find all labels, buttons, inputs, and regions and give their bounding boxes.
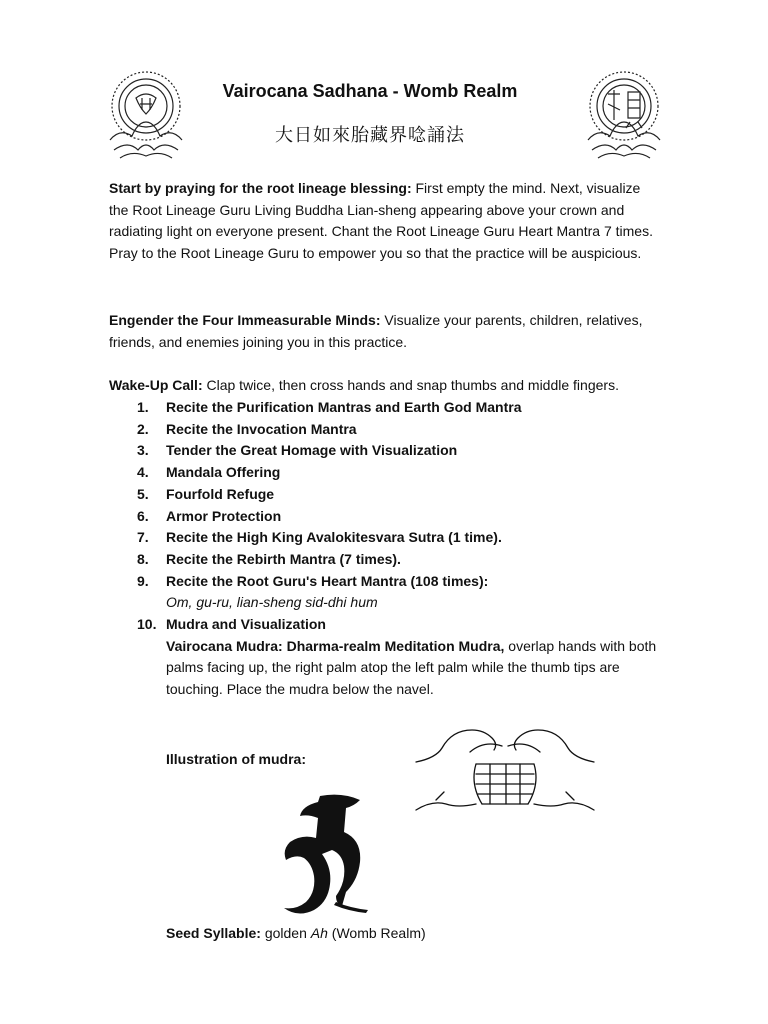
lotus-seal-emblem-icon: [584, 68, 664, 168]
list-item: [0, 549, 661, 571]
practice-steps-list: [0, 397, 768, 701]
intro-paragraph: [109, 178, 661, 265]
seed-lead: Seed Syllable:: [166, 925, 261, 941]
list-item: [0, 527, 661, 549]
step-label: Recite the Purification Mantras and Earth God Mantra: [166, 399, 522, 415]
mudra-description-text: overlap hands with both palms facing up, the right palm atop the left palm while the thumb tips are touching. Place the mudra below the navel.: [166, 637, 657, 698]
step-number: 7.: [137, 529, 149, 546]
intro-lead: Start by praying for the root lineage blessing:: [109, 180, 412, 196]
list-item: [0, 440, 661, 462]
step-number: 3.: [137, 442, 149, 459]
page-subtitle-chinese: 大日如來胎藏界唸誦法: [275, 125, 465, 145]
intro-text: First empty the mind. Next, visualize the Root Lineage Guru Living Buddha Lian-sheng appearing above your crown and radiating light on everyone present. Chant the Root Lineage Guru Heart Mantra 7 times. Pray to the Root Lineage Guru to empower you so that the practice will be auspicious.: [109, 180, 653, 262]
illustration-label: Illustration of mudra:: [166, 751, 306, 767]
seed-syllable-line: [166, 923, 426, 944]
siddham-ah-seed-syllable-icon: [276, 790, 376, 915]
seed-syllable-name: Ah: [310, 925, 328, 941]
step-number: 9.: [137, 572, 149, 589]
step-label: Fourfold Refuge: [166, 485, 275, 502]
step-number: 1.: [137, 399, 149, 415]
step-label: Recite the Rebirth Mantra (7 times).: [166, 550, 401, 567]
list-item: [0, 484, 661, 506]
list-item: [0, 397, 661, 419]
step-number: 5.: [137, 485, 149, 502]
step-number: 2.: [137, 420, 149, 437]
step-label: Tender the Great Homage with Visualization: [166, 442, 458, 459]
list-item: [0, 462, 661, 484]
list-item: [0, 506, 661, 528]
step-label: Mudra and Visualization: [166, 616, 326, 633]
list-item: [0, 614, 661, 701]
step-number: 8.: [137, 550, 149, 567]
seed-post: (Womb Realm): [327, 925, 426, 941]
list-item: [0, 419, 661, 441]
four-minds-text: Visualize your parents, children, relatives, friends, and enemies joining you in this practice.: [109, 312, 643, 350]
meditation-mudra-hands-icon: [410, 722, 600, 818]
step-number: 6.: [137, 507, 149, 524]
step-label: Armor Protection: [166, 507, 282, 524]
four-minds-paragraph: [109, 310, 661, 353]
seed-pre: golden: [260, 925, 311, 941]
step-label: Recite the Root Guru's Heart Mantra (108 times):: [166, 572, 489, 589]
wakeup-text: Clap twice, then cross hands and snap thumbs and middle fingers.: [202, 377, 619, 393]
page-title: Vairocana Sadhana - Womb Realm: [222, 81, 518, 101]
step-label: Recite the High King Avalokitesvara Sutra (1 time).: [166, 529, 502, 546]
step-label: Mandala Offering: [166, 464, 281, 481]
mudra-description: [166, 636, 661, 701]
list-item: [0, 571, 661, 614]
mudra-description-lead: Vairocana Mudra: Dharma-realm Meditation Mudra,: [166, 637, 505, 654]
wakeup-lead: Wake-Up Call:: [109, 377, 203, 393]
step-number: 4.: [137, 464, 149, 481]
heart-mantra-text: Om, gu-ru, lian-sheng sid-dhi hum: [166, 594, 378, 611]
step-number: 10.: [137, 616, 157, 633]
step-label: Recite the Invocation Mantra: [166, 420, 357, 437]
wakeup-paragraph: [109, 375, 661, 397]
four-minds-lead: Engender the Four Immeasurable Minds:: [109, 312, 381, 328]
